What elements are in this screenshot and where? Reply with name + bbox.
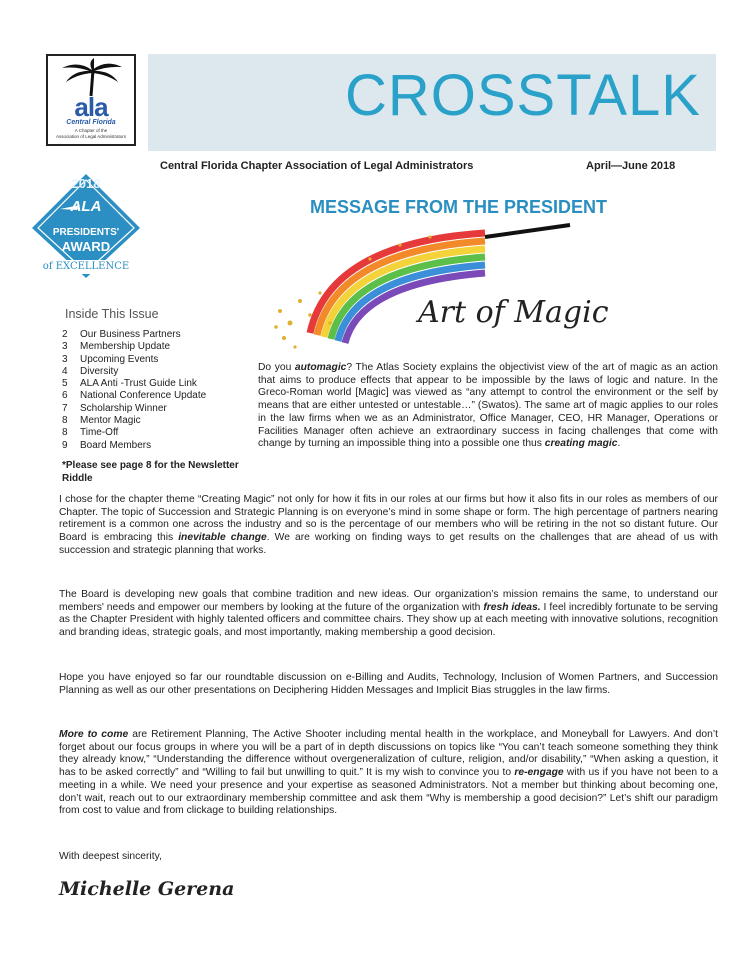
signature: Michelle Gerena (59, 878, 235, 900)
body-paragraph-4 (59, 729, 718, 818)
toc-label: Diversity (80, 365, 119, 377)
logo-tagline-2: Association of Legal Administrators (55, 134, 127, 139)
p2-text-a: The Board is developing new goals that combine tradition and new ideas. Our organization’s mission remains the same, to understand our members' needs and empower our members by looking at the future of the organization with (59, 589, 718, 613)
art-of-magic-illustration (270, 223, 670, 358)
ala-logo (46, 54, 136, 146)
toc-item (62, 366, 252, 378)
rainbow-wand-icon (270, 223, 670, 358)
issue-date: April—June 2018 (586, 160, 676, 172)
p4-emphasis-more: More to come (59, 729, 129, 740)
award-brand: ALA (70, 198, 102, 215)
logo-wordmark: ala (74, 92, 108, 122)
chapter-line: Central Florida Chapter Association of Legal Administrators (160, 160, 474, 172)
intro-text-e: . (617, 438, 621, 450)
art-caption: Art of Magic (418, 295, 609, 330)
body-paragraph-2 (59, 589, 718, 640)
award-line-3: of EXCELLENCE (42, 261, 130, 272)
award-line-2: AWARD (61, 239, 111, 254)
toc-label: Our Business Partners (80, 329, 181, 340)
toc-item (62, 341, 252, 353)
p2-text-c: I feel incredibly fortunate to be serving as the Chapter President with highly talented officers and committee chairs. They show up at each meeting with innovative solutions, recognition and branding ideas, strategic goals, and most importantly, making membership a good decision. (59, 601, 718, 639)
toc-item (62, 378, 252, 390)
toc-label: Time-Off (80, 427, 119, 439)
closing-line: With deepest sincerity, (59, 851, 162, 862)
logo-region: Central Florida (66, 119, 116, 126)
body-paragraph-3: Hope you have enjoyed so far our roundtable discussion on e-Billing and Audits, Technology, Inclusion of Women Partners, and Succession Planning as well as our other presentations on Deciphering Hidden Messages and Implicit Bias struggles in the law firms. (59, 672, 718, 696)
toc-item (62, 427, 252, 439)
intro-text-c: ? The Atlas Society explains the objectivist view of the art of magic as an action that aims to produce effects that appear to be impossible by the laws of logic and nature. In the Greco-Roman world [Magic] was viewed as “any attempt to control the environment or the self by means that are either untested or untestable…” (Swatos). The same art of magic applies to our roles in the law firms when we as an Administrator, Office Manager, CEO, HR Manager, Operations or Facilities Manager often achieve an extraordinary success in facing challenges that come with change by turning an impossible thing into a possible one thus (258, 362, 718, 450)
intro-emphasis-automagic: automagic (294, 362, 347, 373)
body-paragraph-1 (59, 494, 718, 558)
sidebar-title: Inside This Issue (65, 307, 159, 321)
toc-label: Membership Update (80, 341, 171, 353)
toc-label: Upcoming Events (80, 353, 159, 365)
intro-paragraph (258, 362, 718, 451)
toc-item (62, 403, 252, 415)
toc-page-number: 2 (62, 329, 68, 340)
toc-label: National Conference Update (80, 390, 207, 402)
toc-page-number: 6 (62, 390, 68, 402)
sidebar-note: *Please see page 8 for the Newsletter Riddle (62, 460, 239, 484)
toc-page-number: 5 (62, 378, 68, 390)
toc-label: ALA Anti -Trust Guide Link (80, 378, 197, 390)
p1-text-c: . We are working on finding ways to get results on the challenges that are ahead of us with succession and strategic planning that works. (59, 532, 718, 556)
toc-page-number: 9 (62, 439, 68, 451)
toc-item (62, 329, 252, 341)
toc-page-number: 8 (62, 415, 68, 427)
intro-emphasis-creating-magic: creating magic (544, 438, 618, 450)
p1-text-a: I chose for the chapter theme “Creating Magic” not only for how it fits in our roles at our firms but how it also fits in our roles as members of our Chapter. The topic of Succession and Strategic Planning is on everyone’s mind in some shape or form. The high percentage of partners nearing retirement is a common one across the industry and so is the percentage of our members who will be retiring in the not so distant future. Our Board is embracing this (59, 494, 718, 544)
toc-page-number: 4 (62, 365, 68, 377)
award-line-1: PRESIDENTS' (52, 227, 120, 238)
p4-text-b: are Retirement Planning, The Active Shooter including mental health in the workplace, and Moneyball for Lawyers. And don’t forget about our focus groups in where you will be a part of in depth discussions on topics like “You can’t teach someone something they think they already know,” “Understanding the difference without overgeneralization of culture, religion, and/or disability,” “When asking a question, it has to be asked correctly” and “Willing to fail but unwilling to quit.” It is my wish to convince you to (59, 729, 718, 779)
award-year: 2018 (71, 176, 101, 191)
intro-text-a: Do you (258, 362, 295, 373)
toc-page-number: 3 (62, 353, 68, 365)
p2-emphasis: fresh ideas. (483, 601, 541, 613)
toc-item (62, 390, 252, 402)
presidents-award-badge (30, 172, 142, 280)
toc-label: Board Members (80, 439, 152, 451)
table-of-contents (62, 329, 252, 452)
toc-item (62, 440, 252, 452)
toc-item (62, 415, 252, 427)
p4-emphasis-reengage: re-engage (514, 767, 564, 779)
toc-item (62, 354, 252, 366)
toc-page-number: 3 (62, 341, 68, 353)
article-title: MESSAGE FROM THE PRESIDENT (310, 197, 608, 217)
toc-label: Scholarship Winner (80, 402, 167, 414)
logo-tagline-1: A Chapter of the (74, 128, 108, 133)
p1-emphasis: inevitable change (178, 532, 267, 544)
p4-text-d: with us if you have not been to a meeting in a while. We need your presence and your expertise as seasoned Administrators. Not a member but thinking about becoming one, don’t wait, reach out to our extraordinary membership committee and ask them “Why is membership a good decision?” Let’s shift our paradigm from cost to value and from clickage to building relationships. (59, 767, 719, 817)
toc-label: Mentor Magic (80, 415, 141, 427)
toc-page-number: 8 (62, 427, 68, 439)
masthead-title: CROSSTALK (344, 63, 701, 128)
toc-page-number: 7 (62, 402, 68, 414)
